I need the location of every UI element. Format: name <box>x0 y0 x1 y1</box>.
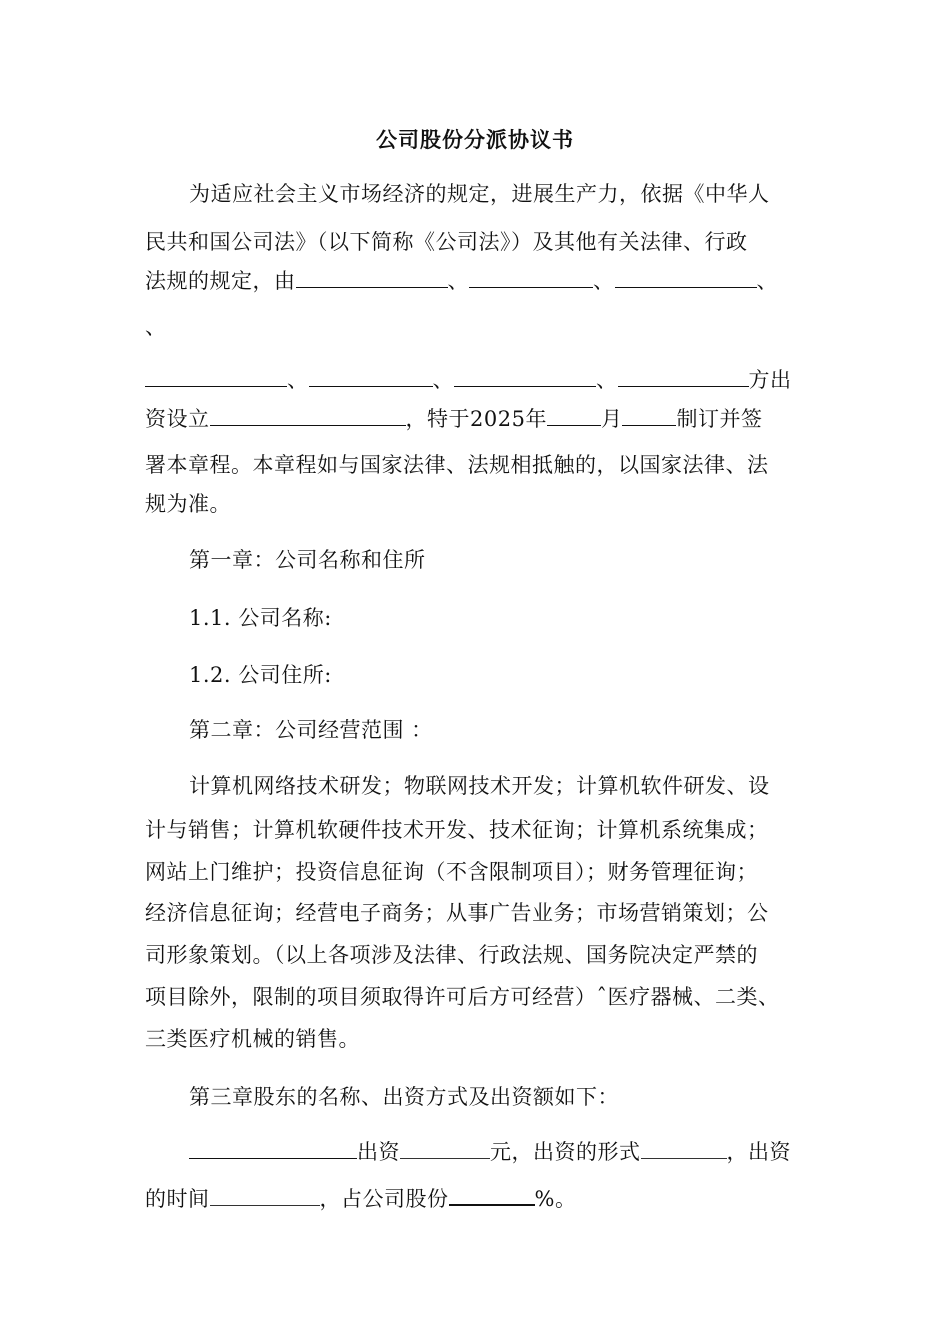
contribution-amount-blank[interactable] <box>400 1138 490 1159</box>
shareholder-name-blank[interactable] <box>189 1138 357 1159</box>
party-blank-2[interactable] <box>469 267 593 288</box>
separator: 、 <box>432 368 454 392</box>
separator: 、 <box>593 269 615 293</box>
preamble-line-4 <box>145 313 167 341</box>
scope-line: 三类医疗机械的销售。 <box>145 1027 360 1051</box>
party-blank-1[interactable] <box>296 267 448 288</box>
scope-line: 司形象策划。（以上各项涉及法律、行政法规、国务院决定严禁的 <box>145 943 758 967</box>
company-name-item: 1.1. 公司名称: <box>189 606 332 630</box>
party-blank-7[interactable] <box>618 366 749 387</box>
preamble-line-1: 为适应社会主义市场经济的规定，进展生产力，依据《中华人 <box>189 182 770 206</box>
preamble-text: 年 <box>525 407 547 431</box>
preamble-text: 月 <box>600 407 623 431</box>
year-value: 2025 <box>470 407 526 431</box>
shareholder-line-1 <box>189 1138 791 1166</box>
contribution-time-blank[interactable] <box>210 1185 320 1206</box>
scope-line: 经济信息征询；经营电子商务；从事广告业务；市场营销策划；公 <box>145 901 769 925</box>
separator: 、 <box>596 368 618 392</box>
party-blank-4[interactable] <box>145 366 287 387</box>
chapter-1-heading: 第一章：公司名称和住所 <box>189 548 426 572</box>
shareholder-text: ，占公司股份 <box>319 1187 449 1211</box>
party-blank-5[interactable] <box>309 366 433 387</box>
day-blank[interactable] <box>622 405 676 426</box>
shareholder-text: 元，出资的形式 <box>490 1140 641 1164</box>
shareholder-text: 的时间 <box>145 1187 210 1211</box>
contribution-form-blank[interactable] <box>641 1138 727 1159</box>
scope-line: 网站上门维护；投资信息征询（不含限制项目）；财务管理征询； <box>145 860 758 884</box>
preamble-line-7: 署本章程。本章程如与国家法律、法规相抵触的，以国家法律、法 <box>145 453 769 477</box>
scope-line: 项目除外，限制的项目须取得许可后方可经营）ˆ医疗器械、二类、 <box>145 985 780 1009</box>
shareholder-text: 出资 <box>357 1140 400 1164</box>
separator: 、 <box>756 269 778 293</box>
scope-line: 计算机网络技术研发；物联网技术开发；计算机软件研发、设 <box>189 774 770 798</box>
preamble-line-5 <box>145 366 792 394</box>
preamble-text: ，特于 <box>405 407 470 431</box>
party-blank-6[interactable] <box>454 366 596 387</box>
preamble-text: 制订并签 <box>676 407 763 431</box>
separator: 、 <box>145 315 167 339</box>
preamble-text: 方出 <box>748 368 792 392</box>
company-address-item: 1.2. 公司住所: <box>189 663 332 687</box>
separator: 、 <box>447 269 469 293</box>
month-blank[interactable] <box>547 405 601 426</box>
separator: 、 <box>287 368 309 392</box>
company-name-blank[interactable] <box>210 405 406 426</box>
chapter-2-heading: 第二章：公司经营范围 ： <box>189 718 433 742</box>
preamble-line-6 <box>145 405 762 433</box>
shareholder-line-2 <box>145 1184 576 1213</box>
chapter-3-heading: 第三章股东的名称、出资方式及出资额如下： <box>189 1085 619 1109</box>
preamble-text: 法规的规定，由 <box>145 269 296 293</box>
shareholder-text: ，出资 <box>726 1140 791 1164</box>
share-percent-blank[interactable] <box>449 1184 535 1206</box>
preamble-text: 资设立 <box>145 407 210 431</box>
scope-line: 计与销售；计算机软硬件技术开发、技术征询；计算机系统集成； <box>145 818 769 842</box>
party-blank-3[interactable] <box>615 267 757 288</box>
document-title: 公司股份分派协议书 <box>376 128 574 152</box>
preamble-line-2: 民共和国公司法》（以下简称《公司法》）及其他有关法律、行政 <box>145 230 748 254</box>
preamble-line-3 <box>145 267 778 295</box>
shareholder-text: %。 <box>534 1187 577 1211</box>
preamble-line-8: 规为准。 <box>145 492 231 516</box>
